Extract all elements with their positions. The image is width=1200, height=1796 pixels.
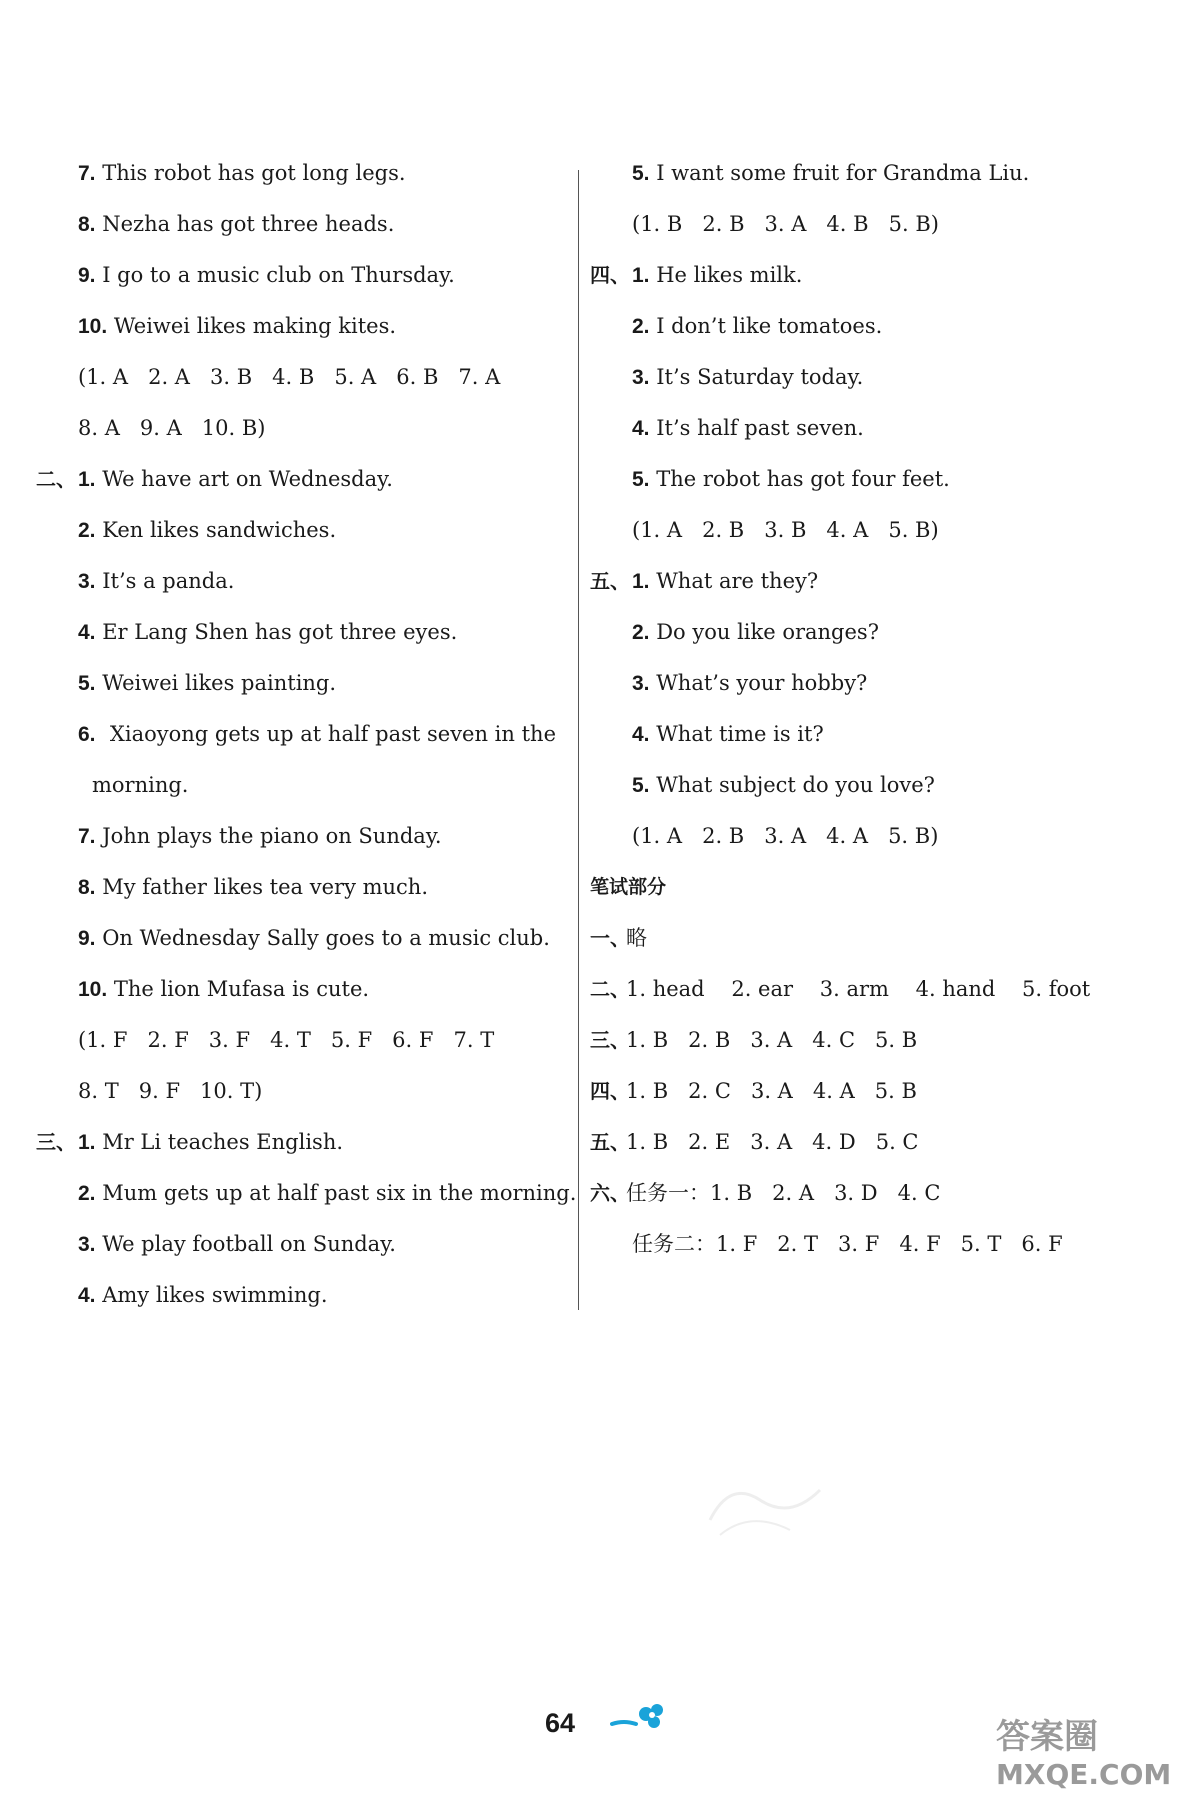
answer-line [36,1015,566,1066]
answer-text: 略 [626,926,647,950]
answer-line [36,148,566,199]
item-number: 4. [632,417,650,440]
section-marker: 四、 [590,1079,630,1103]
item-number: 1. [632,570,650,593]
item-number: 9. [78,927,96,950]
answer-text: Nezha has got three heads. [102,212,395,236]
answer-line [590,1066,1150,1117]
answer-line [36,862,566,913]
answer-text: What’s your hobby? [656,671,868,695]
answer-line [36,964,566,1015]
answer-text: What subject do you love? [656,773,935,797]
answer-line [590,1015,1150,1066]
item-number: 2. [78,1182,96,1205]
answer-line [36,250,566,301]
section-marker: 五、 [590,569,630,593]
answer-text: 1. B 2. C 3. A 4. A 5. B [626,1079,917,1103]
answer-line [36,709,566,760]
answer-text: 1. B 2. B 3. A 4. C 5. B [626,1028,918,1052]
answer-line [36,505,566,556]
item-number: 7. [78,825,96,848]
section-marker: 三、 [36,1130,76,1154]
answer-line [590,811,1150,862]
answer-text: It’s half past seven. [656,416,864,440]
answer-text: This robot has got long legs. [102,161,406,185]
watermark-logo-text: 答案圈 [996,1717,1098,1757]
answer-line [36,556,566,607]
answer-text: 1. B 2. E 3. A 4. D 5. C [626,1130,919,1154]
item-number: 10. [78,315,108,338]
item-number: 4. [78,1284,96,1307]
answer-text: 1. head 2. ear 3. arm 4. hand 5. foot [626,977,1091,1001]
item-number: 4. [632,723,650,746]
item-number: 3. [78,570,96,593]
answer-line [36,352,566,403]
item-number: 2. [632,621,650,644]
answer-line [36,1066,566,1117]
answer-line [590,556,1150,607]
answer-text: Mr Li teaches English. [102,1130,344,1154]
answer-text: Ken likes sandwiches. [102,518,337,542]
answer-line [590,1168,1150,1219]
answer-text: He likes milk. [656,263,803,287]
answer-line [36,1117,566,1168]
answer-line [36,301,566,352]
answer-text: morning. [92,773,189,797]
watermark-url-text: MXQE.COM [996,1758,1172,1791]
item-number: 8. [78,213,96,236]
item-number: 8. [78,876,96,899]
answer-text: What time is it? [656,722,824,746]
item-number: 4. [78,621,96,644]
answer-text: Er Lang Shen has got three eyes. [102,620,458,644]
answer-line [590,964,1150,1015]
answer-line [590,658,1150,709]
answer-text: It’s a panda. [102,569,235,593]
item-number: 5. [632,468,650,491]
item-number: 2. [632,315,650,338]
answer-line [36,454,566,505]
answer-text: 8. T 9. F 10. T) [78,1079,263,1103]
item-number: 9. [78,264,96,287]
flower-deco-icon [610,1700,670,1740]
item-number: 1. [632,264,650,287]
section-marker: 二、 [590,977,630,1001]
item-number: 5. [632,774,650,797]
answer-text: We have art on Wednesday. [102,467,393,491]
answer-line [36,913,566,964]
item-number: 5. [632,162,650,185]
answer-line [590,1117,1150,1168]
answer-text: Weiwei likes making kites. [113,314,397,338]
answer-text: (1. B 2. B 3. A 4. B 5. B) [632,212,939,236]
item-number: 3. [632,672,650,695]
answer-text: Weiwei likes painting. [102,671,337,695]
answer-line [36,1168,577,1219]
answer-line [36,1219,566,1270]
answer-text: The robot has got four feet. [656,467,950,491]
answer-line [590,505,1150,556]
item-number: 6. [78,723,96,746]
answer-text: What are they? [656,569,819,593]
answer-text: (1. F 2. F 3. F 4. T 5. F 6. F 7. T [78,1028,495,1052]
answer-text: (1. A 2. B 3. A 4. A 5. B) [632,824,939,848]
answer-line [36,658,566,709]
answer-line [36,199,566,250]
section-marker: 五、 [590,1130,630,1154]
section-marker: 一、 [590,926,630,950]
answer-column-left [36,148,577,1321]
section-marker: 四、 [590,263,630,287]
answer-line [590,352,1150,403]
answer-text: On Wednesday Sally goes to a music club. [102,926,550,950]
answer-line [590,250,1150,301]
faint-stamp-mark [700,1460,830,1554]
answer-line [590,1219,1150,1270]
answer-text: It’s Saturday today. [656,365,864,389]
answer-line [36,607,566,658]
section-heading [590,862,1150,913]
answer-line [590,301,1150,352]
answer-text: Amy likes swimming. [102,1283,328,1307]
answer-line [590,760,1150,811]
answer-text: 任务二：1. F 2. T 3. F 4. F 5. T 6. F [632,1232,1063,1256]
item-number: 10. [78,978,108,1001]
answer-text: 8. A 9. A 10. B) [78,416,266,440]
answer-text: We play football on Sunday. [102,1232,396,1256]
item-number: 3. [632,366,650,389]
answer-line [36,1270,566,1321]
section-marker: 六、 [590,1181,630,1205]
answer-text: Mum gets up at half past six in the morning. [102,1181,577,1205]
page-number: 64 [545,1708,576,1738]
site-watermark [990,1712,1190,1796]
section-marker: 二、 [36,467,76,491]
item-number: 1. [78,468,96,491]
answer-text: Xiaoyong gets up at half past seven in the [109,722,556,746]
answer-line [590,454,1150,505]
answer-text: My father likes tea very much. [102,875,429,899]
answer-line [590,148,1150,199]
answer-line [36,760,566,811]
answer-text: The lion Mufasa is cute. [113,977,370,1001]
answer-line [590,199,1150,250]
answer-text: (1. A 2. A 3. B 4. B 5. A 6. B 7. A [78,365,501,389]
item-number: 2. [78,519,96,542]
answer-line [590,709,1150,760]
answer-column-right [590,148,1150,1270]
item-number: 1. [78,1131,96,1154]
answer-line [36,403,566,454]
item-number: 3. [78,1233,96,1256]
answer-text: I want some fruit for Grandma Liu. [656,161,1030,185]
item-number: 5. [78,672,96,695]
section-marker: 三、 [590,1028,630,1052]
heading-text: 笔试部分 [590,876,667,898]
answer-text: I don’t like tomatoes. [656,314,883,338]
answer-line [590,607,1150,658]
answer-line [36,811,566,862]
item-number: 7. [78,162,96,185]
column-divider [578,170,579,1310]
answer-text: Do you like oranges? [656,620,879,644]
answer-text: John plays the piano on Sunday. [102,824,442,848]
answer-text: (1. A 2. B 3. B 4. A 5. B) [632,518,939,542]
answer-line [590,403,1150,454]
answer-text: 任务一：1. B 2. A 3. D 4. C [626,1181,941,1205]
answer-text: I go to a music club on Thursday. [102,263,455,287]
answer-line [590,913,1150,964]
